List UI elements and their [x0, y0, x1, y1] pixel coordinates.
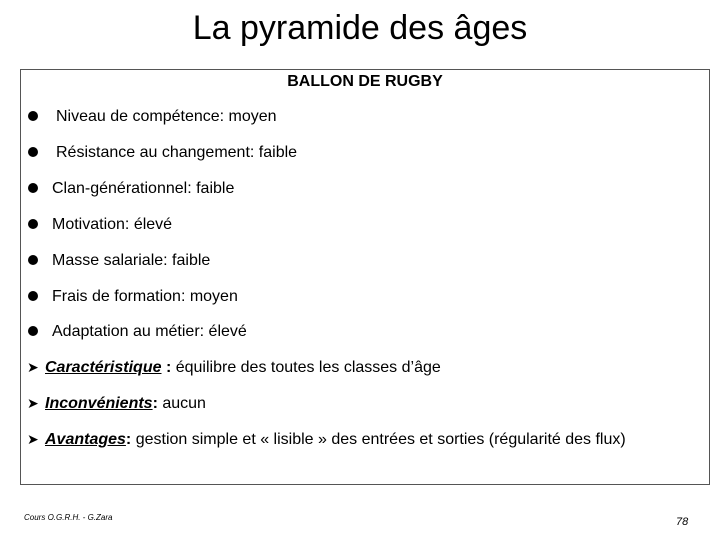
point-text: équilibre des toutes les classes d’âge: [171, 359, 441, 377]
bullet-item: [28, 143, 297, 163]
point-term: Caractéristique: [45, 359, 162, 377]
bullet-icon: [28, 183, 38, 193]
bullet-item: [28, 215, 172, 235]
point-text: aucun: [157, 395, 206, 413]
point-colon: :: [161, 359, 172, 377]
bullet-text: Adaptation au métier: élevé: [52, 323, 247, 340]
box-heading: BALLON DE RUGBY: [287, 73, 443, 90]
page-number: 78: [676, 516, 689, 528]
bullet-text: Niveau de compétence: moyen: [56, 108, 277, 125]
bullet-icon: [28, 255, 38, 265]
arrow-icon: ➤: [27, 359, 39, 375]
point-colon: :: [152, 395, 158, 413]
point-term: Avantages: [45, 431, 126, 449]
bullet-icon: [28, 219, 38, 229]
bullet-text: Motivation: élevé: [52, 216, 173, 233]
point-colon: :: [125, 431, 132, 449]
point-text: gestion simple et « lisible » des entrées et sorties (régularité des flux): [131, 431, 626, 449]
point-item: [27, 394, 206, 414]
footer-credit: Cours O.G.R.H. - G.Zara: [24, 513, 113, 522]
bullet-text: Frais de formation: moyen: [52, 288, 238, 305]
point-term: Inconvénients: [45, 395, 153, 413]
bullet-icon: [28, 111, 38, 121]
bullet-text: Résistance au changement: faible: [56, 144, 298, 161]
bullet-text: Masse salariale: faible: [52, 252, 211, 269]
point-item: [27, 358, 441, 378]
bullet-item: [28, 287, 238, 307]
bullet-icon: [28, 291, 38, 301]
bullet-item: [28, 322, 247, 342]
content-box: [20, 69, 710, 485]
bullet-icon: [28, 147, 38, 157]
bullet-text: Clan-générationnel: faible: [52, 180, 235, 197]
slide-title: La pyramide des âges: [192, 9, 528, 47]
bullet-item: [28, 107, 277, 127]
arrow-icon: ➤: [27, 431, 39, 447]
bullet-item: [28, 251, 210, 271]
bullet-item: [28, 179, 234, 199]
arrow-icon: ➤: [27, 395, 39, 411]
point-item: [27, 430, 626, 450]
bullet-icon: [28, 326, 38, 336]
